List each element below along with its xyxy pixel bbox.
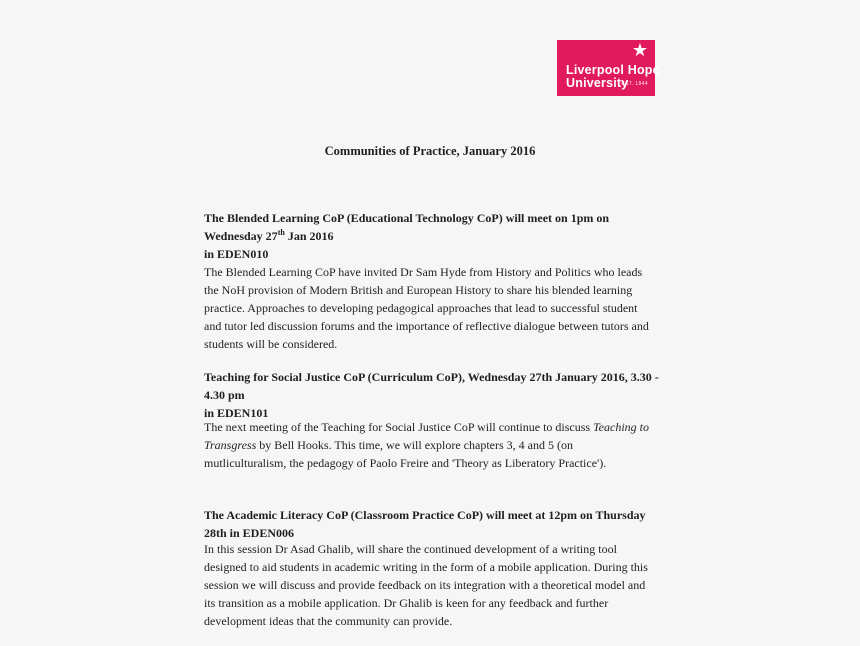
- heading-text: Teaching for Social Justice CoP (Curriculum CoP), Wednesday 27th January 2016, 3.30 - 4.30 pm: [204, 370, 659, 402]
- heading-text: Jan 2016: [284, 229, 334, 243]
- body-text: by Bell Hooks. This time, we will explore chapters 3, 4 and 5 (on mutliculturalism, the pedagogy of Paolo Freire and 'Theory as Liberatory Practice').: [204, 438, 607, 470]
- book-title-italic: Teaching to Transgress: [204, 420, 649, 452]
- logo-established-text: EST. 1844: [621, 81, 648, 87]
- heading-text: The Blended Learning CoP (Educational Technology CoP) will meet on 1pm on Wednesday 27: [204, 211, 610, 243]
- logo-line1: Liverpool Hope: [566, 63, 660, 77]
- star-icon: ★: [631, 40, 648, 60]
- logo-line2: University: [566, 76, 629, 90]
- section-heading-academic-literacy: [204, 506, 664, 542]
- heading-location: in EDEN101: [204, 406, 269, 420]
- section-body-blended-learning: The Blended Learning CoP have invited Dr Sam Hyde from History and Politics who leads the NoH provision of Modern British and European History to share his blended learning practice. Approaches to developing pedagogical approaches that lead to successful student and tutor led discussion forums and the importance of reflective dialogue between tutors and students will be considered.: [204, 265, 649, 351]
- heading-location: in EDEN010: [204, 247, 269, 261]
- page-title: Communities of Practice, January 2016: [324, 144, 536, 158]
- section-body-academic-literacy: In this session Dr Asad Ghalib, will share the continued development of a writing tool designed to aid students in academic writing in the form of a mobile application. During this session we will discuss and provide feedback on its integration with a theoretical model and its transition as a mobile application. Dr Ghalib is keen for any feedback and further development ideas that the community can provide.: [204, 542, 648, 628]
- heading-text: The Academic Literacy CoP (Classroom Practice CoP) will meet at 12pm on Thursday 28th in EDEN006: [204, 508, 646, 540]
- body-text: The next meeting of the Teaching for Social Justice CoP will continue to discuss: [204, 420, 594, 434]
- section-heading-blended-learning: [204, 209, 664, 263]
- section-body-social-justice: [204, 418, 656, 472]
- section-heading-social-justice: [204, 368, 664, 422]
- university-logo: [557, 40, 660, 96]
- heading-superscript: th: [277, 228, 285, 237]
